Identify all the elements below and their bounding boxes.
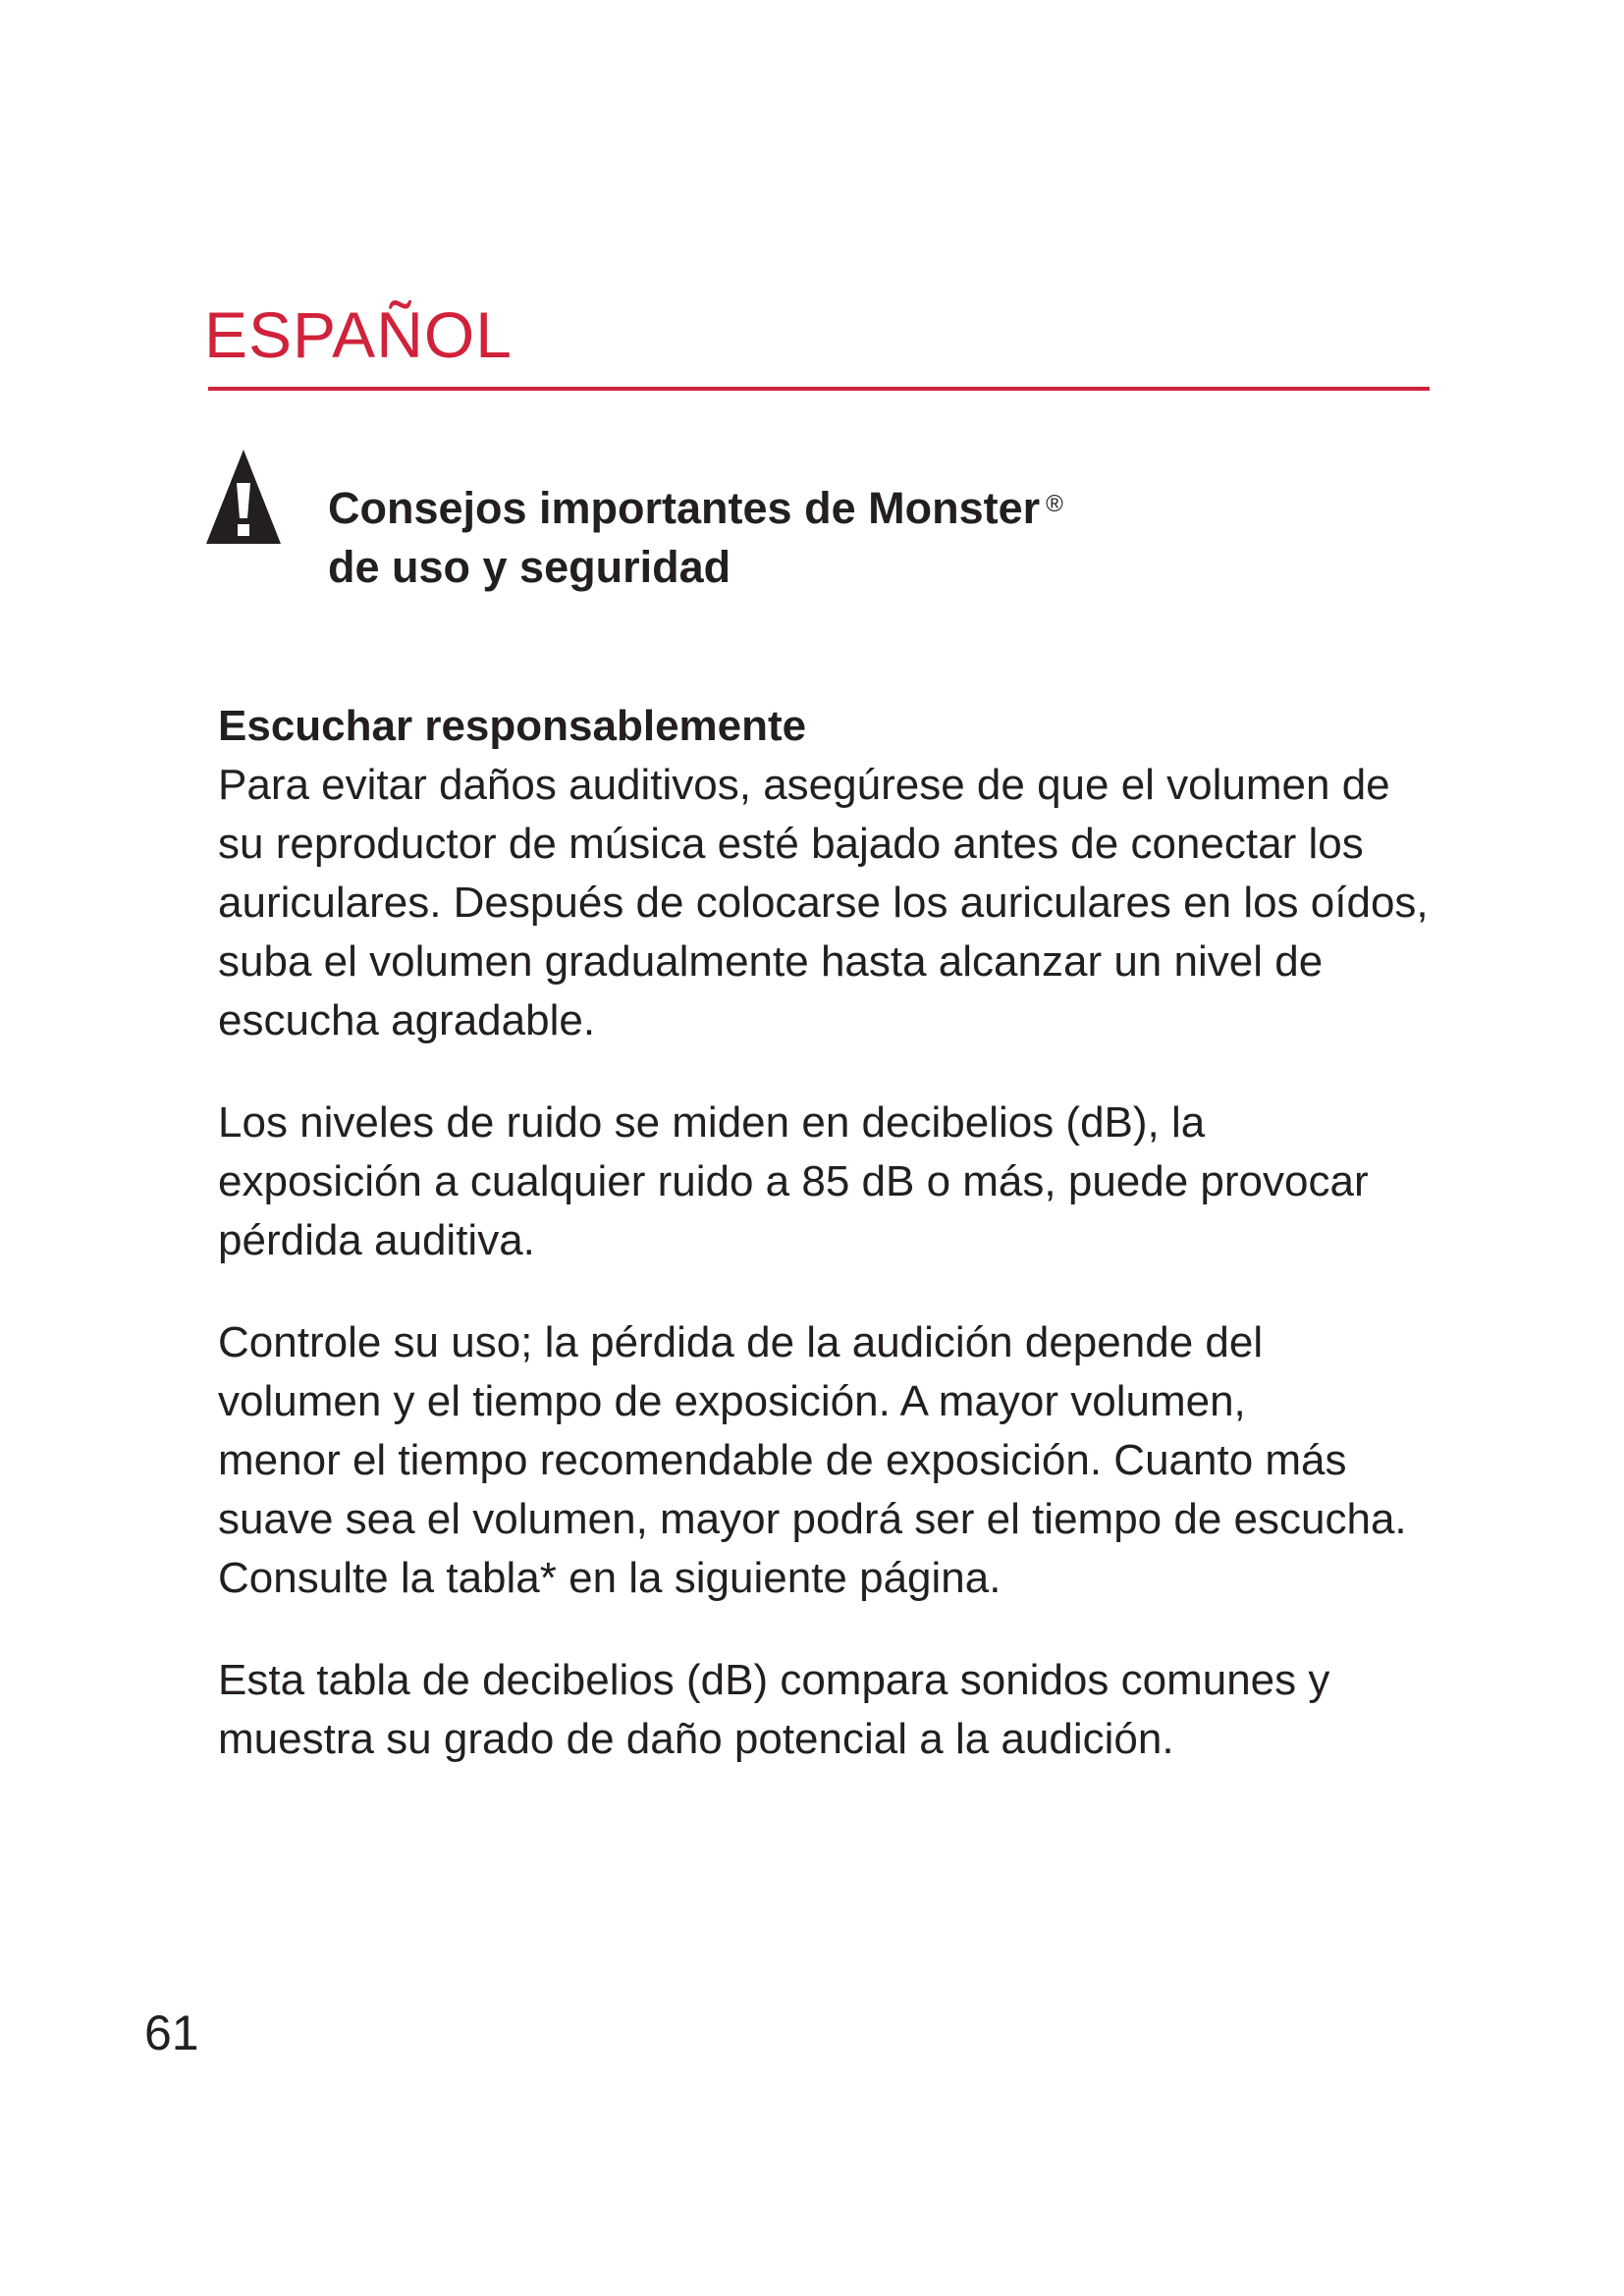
paragraph-table-intro: Esta tabla de decibelios (dB) compara sonidos comunes y muestra su grado de daño potencial a la audición. (218, 1656, 1330, 1763)
sub-heading: Escuchar responsablemente (218, 702, 807, 750)
section-title: ESPAÑOL (204, 298, 513, 371)
title-divider (208, 387, 1430, 391)
warning-triangle-icon (205, 448, 282, 546)
safety-heading-line1: Consejos importantes de Monster (328, 483, 1041, 533)
paragraph-decibels: Los niveles de ruido se miden en decibelios (dB), la exposición a cualquier ruido a 85 dB o más, puede provocar pérdida auditiva. (218, 1098, 1369, 1264)
safety-heading-line2: de uso y seguridad (328, 542, 731, 592)
safety-heading (328, 479, 1063, 597)
page-number: 61 (144, 2005, 199, 2060)
paragraph-usage: Controle su uso; la pérdida de la audición depende del volumen y el tiempo de exposición. A mayor volumen, menor el tiempo recomendable de exposición. Cuanto más suave sea el volumen, mayor podrá ser el tiempo de escucha. Consulte la tabla* en la siguiente página. (218, 1318, 1407, 1602)
paragraph-volume: Para evitar daños auditivos, asegúrese de que el volumen de su reproductor de música esté bajado antes de conectar los auriculares. Después de colocarse los auriculares en los oídos, suba el volumen gradualmente hasta alcanzar un nivel de escucha agradable. (218, 761, 1429, 1044)
registered-mark: ® (1046, 491, 1063, 517)
body-content (218, 697, 1455, 1769)
